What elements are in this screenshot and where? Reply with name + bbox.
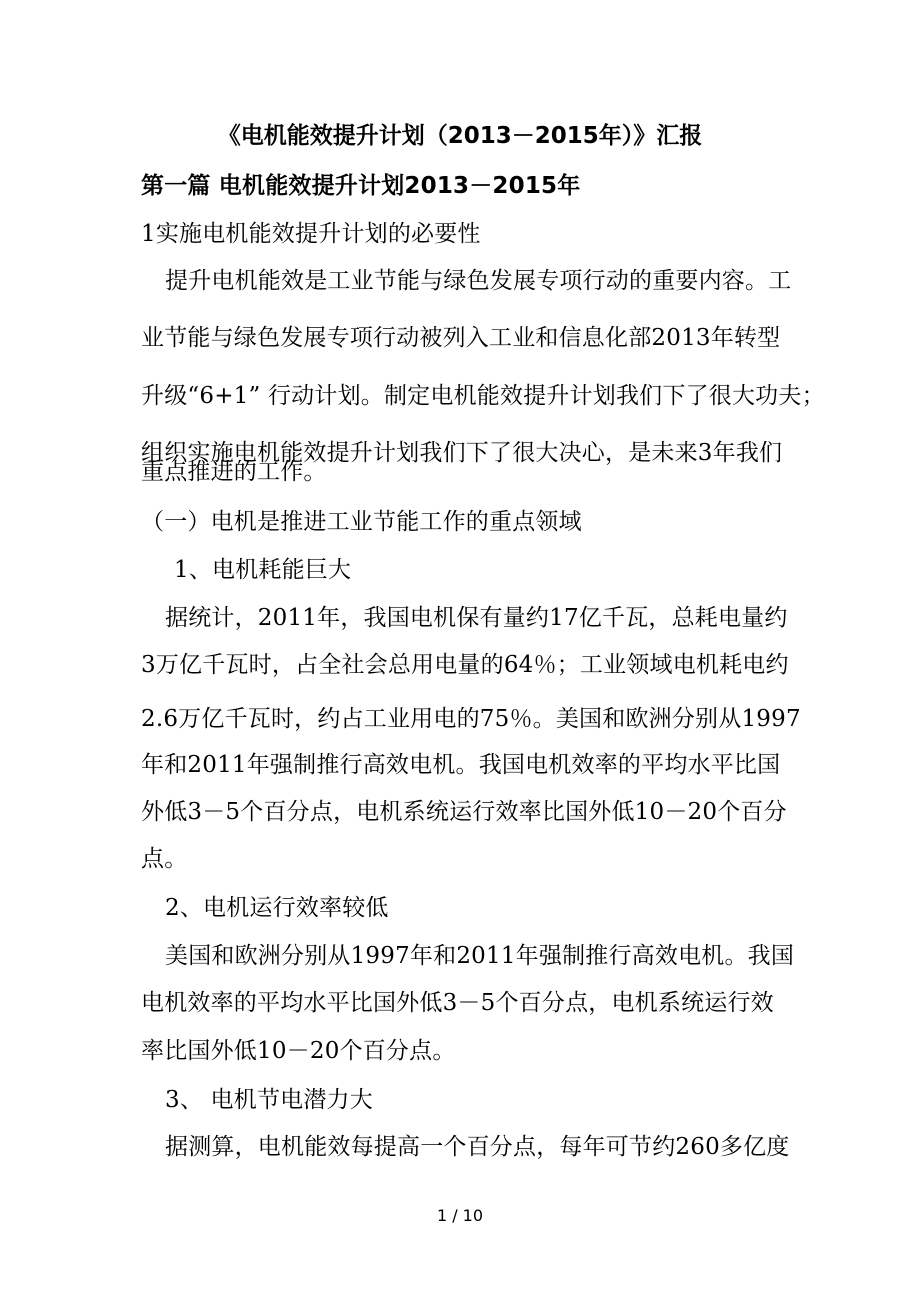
intro-line: 业节能与绿色发展专项行动被列入工业和信息化部2013年转型 [141,325,781,351]
document-title: 《电机能效提升计划（2013－2015年）》汇报 [217,123,703,149]
item1-line: 3万亿千瓦时，占全社会总用电量的64％；工业领域电机耗电约 [141,652,789,678]
item3-line: 据测算，电机能效每提高一个百分点，每年可节约260多亿度 [165,1134,790,1160]
item1-line: 年和2011年强制推行高效电机。我国电机效率的平均水平比国 [141,752,781,778]
page-number: 1 / 10 [436,1206,484,1225]
intro-line: 组织实施电机能效提升计划我们下了很大决心，是未来3年我们 [141,440,783,466]
section-heading: 1实施电机能效提升计划的必要性 [141,221,481,247]
item-heading: 3、 电机节电潜力大 [165,1087,373,1113]
intro-line: 升级“6+1” 行动计划。制定电机能效提升计划我们下了很大功夫； [141,383,825,409]
item-heading: 2、电机运行效率较低 [165,895,389,921]
subsection-heading: （一）电机是推进工业节能工作的重点领域 [141,509,582,535]
item1-line: 点。 [141,846,188,872]
item1-line: 2.6万亿千瓦时，约占工业用电的75％。美国和欧洲分别从1997 [141,706,801,732]
item1-line: 据统计，2011年，我国电机保有量约17亿千瓦，总耗电量约 [165,605,788,631]
intro-line: 提升电机能效是工业节能与绿色发展专项行动的重要内容。工 [165,268,792,294]
item1-line: 外低3－5个百分点，电机系统运行效率比国外低10－20个百分 [141,799,787,825]
part-heading: 第一篇 电机能效提升计划2013－2015年 [141,173,581,199]
item-heading: 1、电机耗能巨大 [174,557,352,583]
item2-line: 电机效率的平均水平比国外低3－5个百分点，电机系统运行效 [141,990,774,1016]
item2-line: 美国和欧洲分别从1997年和2011年强制推行高效电机。我国 [165,943,795,969]
intro-line: 重点推进的工作。 [141,459,327,485]
item2-line: 率比国外低10－20个百分点。 [141,1038,456,1064]
